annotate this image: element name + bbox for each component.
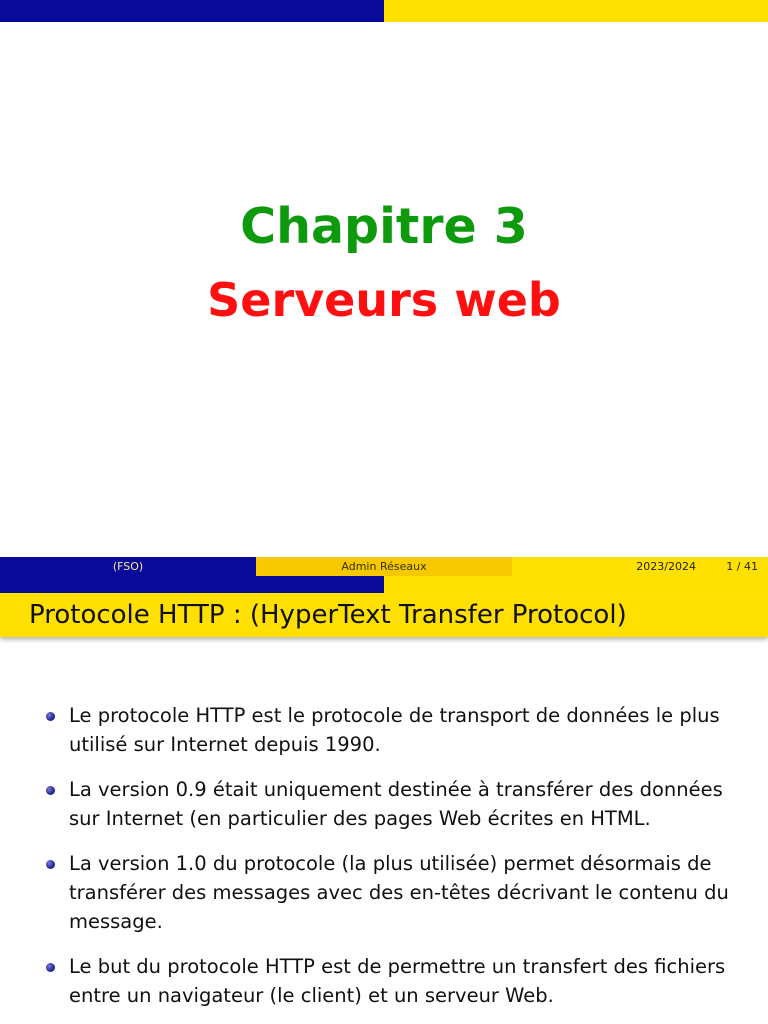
header-bar-blue [0,0,384,22]
frame-title: Protocole HTTP : (HyperText Transfer Protocol) [29,600,627,630]
content-slide [0,576,768,1024]
bullet-list [0,701,768,1024]
header-bar-blue [0,576,384,593]
bullet-text: Le but du protocole HTTP est de permettre un transfert des fichiers entre un navigateur (le client) et un serveur Web. [69,955,726,1007]
bullet-icon [46,786,55,795]
footer-right [512,557,768,576]
list-item [0,849,768,936]
frame-title-bar [0,593,768,637]
slide-title: Serveurs web [207,273,561,327]
bullet-icon [46,963,55,972]
title-block [0,195,768,331]
bullet-text: La version 0.9 était uniquement destinée à transférer des données sur Internet (en particulier des pages Web écrites en HTML. [69,778,723,830]
header-bar [0,0,768,22]
header-bar-yellow [384,0,768,22]
chapter-label: Chapitre 3 [240,198,528,255]
list-item [0,775,768,833]
footer-course: Admin Réseaux [256,557,512,576]
header-bar [0,576,768,593]
footer-page-number: 1 / 41 [726,560,758,573]
list-item [0,701,768,759]
bullet-text: La version 1.0 du protocole (la plus utilisée) permet désormais de transférer des messages avec des en-têtes décrivant le contenu du message. [69,852,729,933]
header-bar-yellow [384,576,768,593]
slide-footer [0,557,768,576]
bullet-icon [46,712,55,721]
footer-author: (FSO) [0,557,256,576]
footer-date: 2023/2024 [636,560,696,573]
bullet-icon [46,860,55,869]
bullet-text: Le protocole HTTP est le protocole de transport de données le plus utilisé sur Internet depuis 1990. [69,704,720,756]
list-item [0,952,768,1010]
